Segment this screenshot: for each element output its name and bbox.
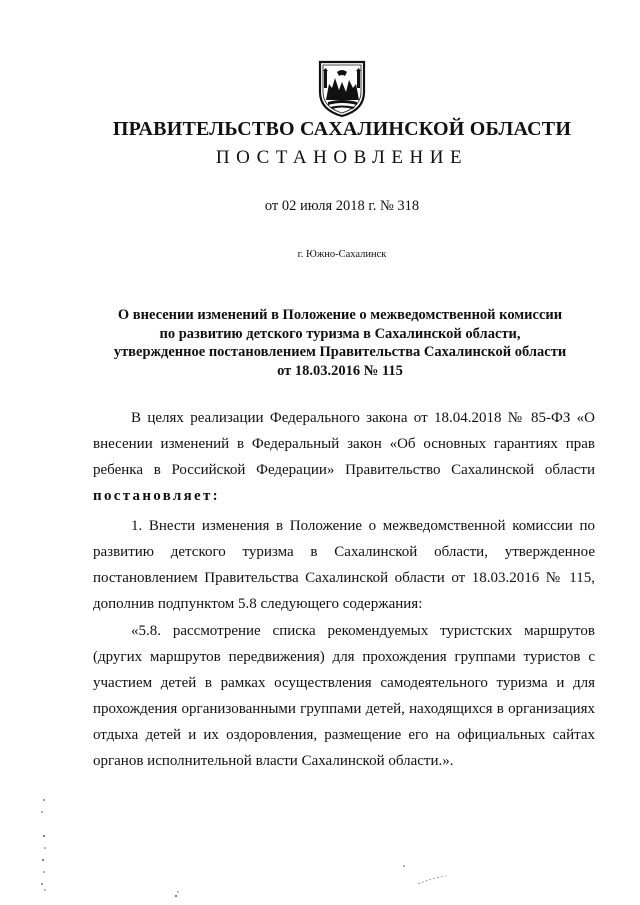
coat-of-arms-icon: [316, 58, 368, 118]
document-date-number: от 02 июля 2018 г. № 318: [264, 198, 420, 214]
preamble-paragraph: [93, 405, 595, 509]
government-title: ПРАВИТЕЛЬСТВО САХАЛИНСКОЙ ОБЛАСТИ: [112, 118, 572, 140]
subject-line: от 18.03.2016 № 115: [277, 362, 403, 379]
subject-line: О внесении изменений в Положение о межведомственной комиссии: [117, 307, 563, 323]
clause-1-paragraph: 1. Внести изменения в Положение о межведомственной комиссии по развитию детского туризма в Сахалинской области, утвержденное постановлением Правительства Сахалинской области от 18.03.2016 № 115, дополнив подпунктом 5.8 следующего содержания:: [93, 518, 595, 612]
preamble-text: В целях реализации Федерального закона от 18.04.2018 № 85-ФЗ «О внесении изменений в Федеральный закон «Об основных гарантиях прав ребенка в Российской Федерации» Правительство Сахалинской области: [93, 410, 595, 478]
document-type: ПОСТАНОВЛЕНИЕ: [215, 147, 469, 168]
subclause-5-8-paragraph: «5.8. рассмотрение списка рекомендуемых туристских маршрутов (других маршрутов передвижения) для прохождения группами туристов с участием детей в рамках осуществления самодеятельного туризма и для прохождения организованными группами детей, находящихся в организациях отдыха детей и их оздоровления, размещение его на официальных сайтах органов исполнительной власти Сахалинской области.».: [93, 623, 595, 769]
resolves-keyword: постановляет:: [93, 488, 220, 504]
document-city: г. Южно-Сахалинск: [297, 249, 387, 260]
document-subject: [90, 306, 590, 380]
subject-line: утвержденное постановлением Правительства Сахалинской области: [113, 344, 567, 360]
subject-line: по развитию детского туризма в Сахалинской области,: [159, 325, 521, 342]
